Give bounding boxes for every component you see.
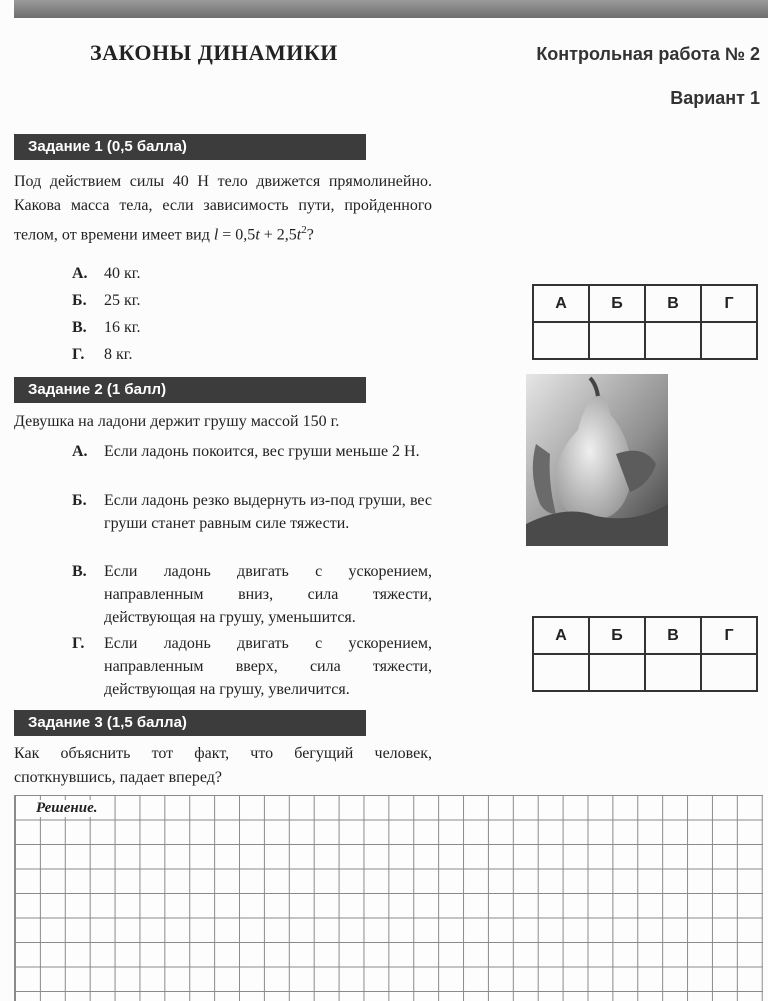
answer-cell-c[interactable]	[645, 654, 701, 691]
variant-label: Вариант 1	[670, 88, 760, 108]
task2-answer-table	[532, 616, 758, 692]
task2-option-c[interactable]: В. Если ладонь двигать с ускорением, направленным вниз, сила тяжести, действующая на грушу, уменьшится.	[72, 563, 432, 626]
solution-grid[interactable]	[14, 795, 763, 1001]
answer-cell-a[interactable]	[533, 654, 589, 691]
task1-option-d[interactable]: Г. 8 кг.	[72, 346, 133, 363]
top-decorative-bar	[14, 0, 768, 18]
answer-col-b: Б	[589, 285, 645, 322]
answer-cell-d[interactable]	[701, 654, 757, 691]
pear-in-hand-photo	[526, 374, 668, 546]
answer-col-a: А	[533, 285, 589, 322]
answer-col-c: В	[645, 617, 701, 654]
answer-cell-b[interactable]	[589, 654, 645, 691]
solution-label: Решение.	[36, 800, 98, 816]
task1-question: Под действием силы 40 Н тело движется прямолинейно. Какова масса тела, если зависимость пути, пройденного телом, от времени имеет вид $l = 0,5t + 2,5t^2$?	[14, 173, 432, 244]
answer-col-d: Г	[701, 285, 757, 322]
task1-option-a[interactable]: А. 40 кг.	[72, 265, 141, 282]
answer-col-d: Г	[701, 617, 757, 654]
task1-heading: Задание 1 (0,5 балла)	[14, 134, 366, 160]
task2-option-d[interactable]: Г. Если ладонь двигать с ускорением, направленным вверх, сила тяжести, действующая на грушу, увеличится.	[72, 635, 432, 698]
answer-cell-a[interactable]	[533, 322, 589, 359]
answer-cell-c[interactable]	[645, 322, 701, 359]
task1-option-b[interactable]: Б. 25 кг.	[72, 292, 141, 309]
task2-heading: Задание 2 (1 балл)	[14, 377, 366, 403]
task3-question: Как объяснить тот факт, что бегущий человек, споткнувшись, падает вперед?	[14, 745, 432, 786]
task1-option-c[interactable]: В. 16 кг.	[72, 319, 141, 336]
page-title: ЗАКОНЫ ДИНАМИКИ	[90, 40, 338, 65]
task3-heading: Задание 3 (1,5 балла)	[14, 710, 366, 736]
answer-cell-d[interactable]	[701, 322, 757, 359]
task2-question: Девушка на ладони держит грушу массой 150 г.	[14, 413, 340, 430]
answer-col-a: А	[533, 617, 589, 654]
task1-answer-table	[532, 284, 758, 360]
answer-col-b: Б	[589, 617, 645, 654]
task2-option-b[interactable]: Б. Если ладонь резко выдернуть из-под груши, вес груши станет равным силе тяжести.	[72, 492, 432, 532]
answer-cell-b[interactable]	[589, 322, 645, 359]
task2-option-a[interactable]: А. Если ладонь покоится, вес груши меньше 2 Н.	[72, 443, 420, 460]
test-title: Контрольная работа № 2	[536, 44, 760, 64]
answer-col-c: В	[645, 285, 701, 322]
